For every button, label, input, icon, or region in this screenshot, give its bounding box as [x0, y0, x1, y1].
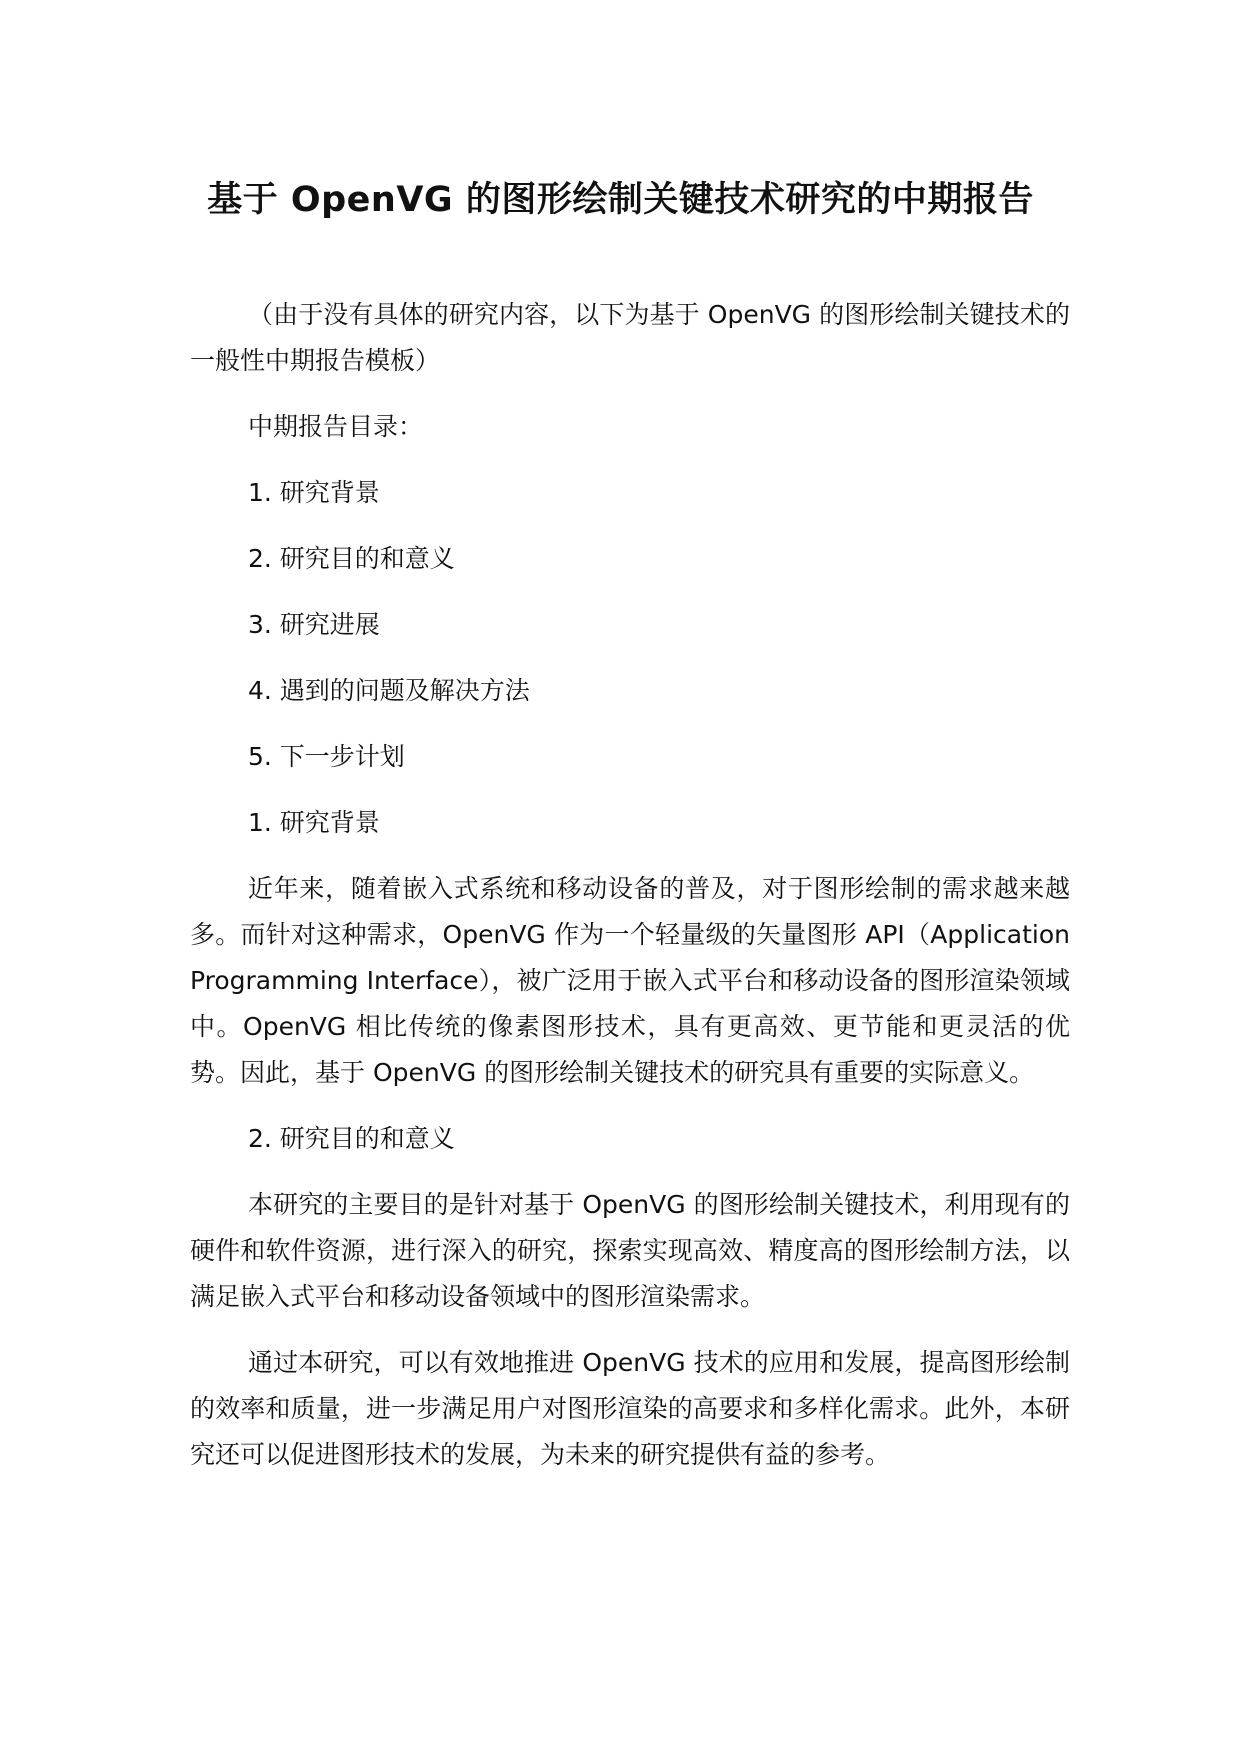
- section-heading-purpose: 2. 研究目的和意义: [248, 1124, 455, 1153]
- toc-item-1: 1. 研究背景: [248, 478, 380, 507]
- toc-item-3: 3. 研究进展: [248, 610, 380, 639]
- toc-heading: 中期报告目录：: [248, 412, 424, 441]
- toc-item-5: 5. 下一步计划: [248, 742, 405, 771]
- purpose-paragraph-1: 本研究的主要目的是针对基于 OpenVG 的图形绘制关键技术，利用现有的硬件和软件资源，进行深入的研究，探索实现高效、精度高的图形绘制方法，以满足嵌入式平台和移动设备领域中的图形渲染需求。: [190, 1190, 1070, 1311]
- document-title: 基于 OpenVG 的图形绘制关键技术研究的中期报告: [207, 180, 1034, 220]
- purpose-paragraph-2: 通过本研究，可以有效地推进 OpenVG 技术的应用和发展，提高图形绘制的效率和质量，进一步满足用户对图形渲染的高要求和多样化需求。此外，本研究还可以促进图形技术的发展，为未来的研究提供有益的参考。: [190, 1348, 1070, 1469]
- section-heading-background: 1. 研究背景: [248, 808, 380, 837]
- intro-paragraph: （由于没有具体的研究内容，以下为基于 OpenVG 的图形绘制关键技术的一般性中期报告模板）: [190, 300, 1070, 375]
- background-paragraph: 近年来，随着嵌入式系统和移动设备的普及，对于图形绘制的需求越来越多。而针对这种需求，OpenVG 作为一个轻量级的矢量图形 API（Application Programming Interface），被广泛用于嵌入式平台和移动设备的图形渲染领域中。OpenVG 相比传统的像素图形技术，具有更高效、更节能和更灵活的优势。因此，基于 OpenVG 的图形绘制关键技术的研究具有重要的实际意义。: [190, 874, 1070, 1087]
- toc-item-2: 2. 研究目的和意义: [248, 544, 455, 573]
- document-body: [190, 292, 1070, 1498]
- toc-item-4: 4. 遇到的问题及解决方法: [248, 676, 530, 705]
